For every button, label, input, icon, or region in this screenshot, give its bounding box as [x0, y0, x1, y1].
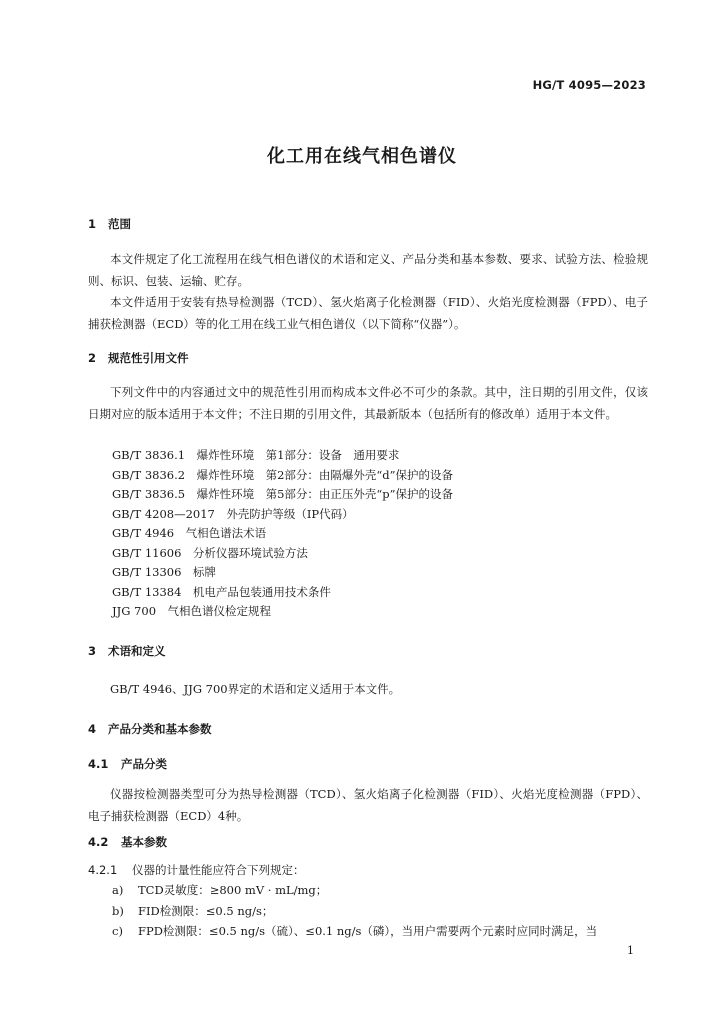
parameter-list — [112, 880, 597, 942]
section-4-2-heading — [88, 834, 167, 850]
reference-item: GB/T 11606 分析仪器环境试验方法 — [112, 545, 308, 560]
section-4-heading — [88, 721, 212, 737]
list-item-label: a) — [112, 883, 124, 897]
section-4-1-paragraph-1: 仪器按检测器类型可分为热导检测器（TCD）、氢火焰离子化检测器（FID）、火焰光度检测器（FPD）、电子捕获检测器（ECD）4种。 — [88, 787, 648, 823]
section-2-paragraph-1: 下列文件中的内容通过文中的规范性引用而构成本文件必不可少的条款。其中，注日期的引用文件，仅该日期对应的版本适用于本文件；不注日期的引用文件，其最新版本（包括所有的修改单）适用于本文件。 — [88, 385, 648, 421]
section-number: 4.1 — [88, 757, 109, 771]
reference-item: GB/T 3836.2 爆炸性环境 第2部分：由隔爆外壳“d”保护的设备 — [112, 467, 454, 482]
normative-reference-list — [112, 446, 453, 622]
page-number: 1 — [627, 944, 634, 957]
section-title: 产品分类和基本参数 — [108, 722, 212, 736]
reference-item: GB/T 3836.1 爆炸性环境 第1部分：设备 通用要求 — [112, 448, 400, 462]
clause-4-2-1 — [88, 862, 305, 878]
list-item — [112, 880, 597, 901]
section-4-1-heading — [88, 756, 167, 772]
list-item-text: TCD灵敏度：≥800 mV · mL/mg； — [138, 883, 328, 897]
section-title: 产品分类 — [121, 757, 167, 771]
section-3-heading — [88, 643, 166, 659]
section-number: 1 — [88, 217, 97, 231]
list-item-label: b) — [112, 903, 124, 918]
reference-item: GB/T 13384 机电产品包装通用技术条件 — [112, 584, 331, 599]
section-1-paragraph-1: 本文件规定了化工流程用在线气相色谱仪的术语和定义、产品分类和基本参数、要求、试验方法、检验规则、标识、包装、运输、贮存。 — [88, 252, 648, 288]
section-title: 规范性引用文件 — [108, 351, 189, 365]
section-3-paragraph-1: GB/T 4946、JJG 700界定的术语和定义适用于本文件。 — [110, 682, 401, 696]
clause-number: 4.2.1 — [88, 863, 118, 877]
list-item-label: c) — [112, 924, 123, 938]
section-title: 基本参数 — [121, 835, 167, 849]
section-1-heading — [88, 216, 131, 232]
reference-item: GB/T 4208—2017 外壳防护等级（IP代码） — [112, 506, 354, 521]
section-number: 4.2 — [88, 835, 109, 849]
reference-item: GB/T 4946 气相色谱法术语 — [112, 526, 267, 540]
list-item — [112, 921, 597, 942]
reference-item: GB/T 13306 标牌 — [112, 565, 216, 579]
section-1-paragraph-2: 本文件适用于安装有热导检测器（TCD）、氢火焰离子化检测器（FID）、火焰光度检测器（FPD）、电子捕获检测器（ECD）等的化工用在线工业气相色谱仪（以下简称“仪器”）。 — [88, 295, 648, 331]
section-number: 3 — [88, 644, 97, 658]
section-title: 范围 — [108, 217, 131, 231]
section-2-heading — [88, 350, 189, 366]
reference-item: GB/T 3836.5 爆炸性环境 第5部分：由正压外壳“p”保护的设备 — [112, 487, 454, 501]
section-number: 2 — [88, 351, 97, 365]
section-number: 4 — [88, 722, 97, 736]
section-title: 术语和定义 — [108, 644, 166, 658]
list-item-text: FPD检测限：≤0.5 ng/s（硫）、≤0.1 ng/s（磷），当用户需要两个元素时应同时满足，当 — [138, 924, 598, 938]
document-code: HG/T 4095—2023 — [532, 78, 646, 92]
list-item-text: FID检测限：≤0.5 ng/s； — [138, 903, 274, 918]
document-title: 化工用在线气相色谱仪 — [267, 146, 457, 167]
clause-text: 仪器的计量性能应符合下列规定： — [132, 863, 305, 877]
reference-item: JJG 700 气相色谱仪检定规程 — [112, 604, 272, 618]
list-item — [112, 901, 597, 922]
